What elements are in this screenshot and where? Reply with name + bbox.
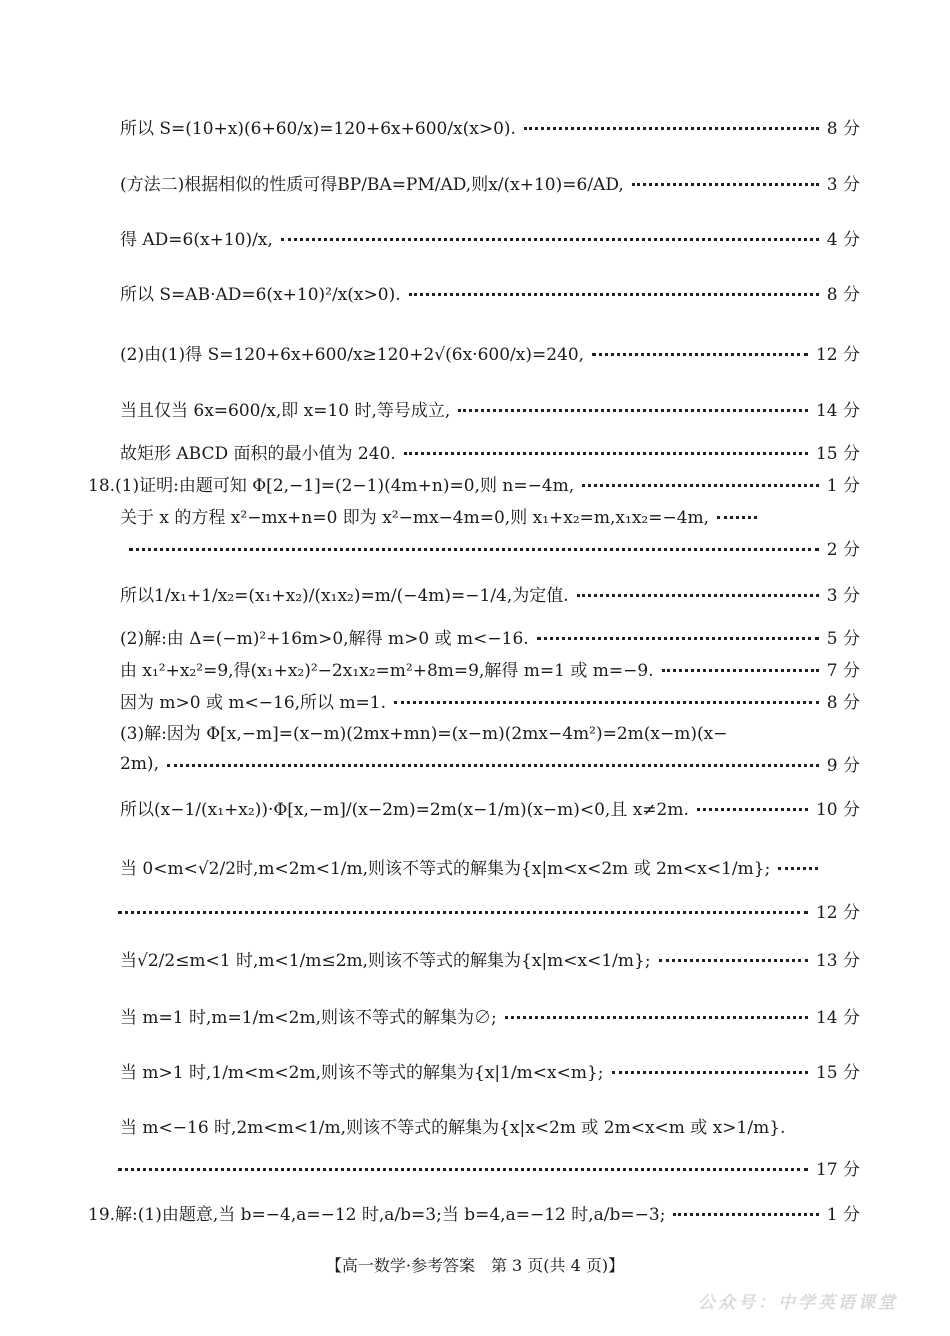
line-text: (2)解:由 Δ=(−m)²+16m>0,解得 m>0 或 m<−16. — [120, 629, 529, 649]
answer-line — [120, 751, 860, 776]
line-text: 所以 S=AB·AD=6(x+10)²/x(x>0). — [120, 285, 401, 305]
answer-line — [120, 114, 860, 139]
dot-leader — [394, 701, 819, 704]
score-points: 8 分 — [826, 119, 860, 139]
score-points: 8 分 — [826, 285, 860, 305]
line-text: 19.解:(1)由题意,当 b=−4,a=−12 时,a/b=3;当 b=4,a=−12 时,a/b=−3; — [88, 1205, 666, 1225]
answer-line — [88, 471, 860, 496]
answer-line — [120, 503, 860, 528]
line-text: 18.(1)证明:由题可知 Φ[2,−1]=(2−1)(4m+n)=0,则 n=−4m, — [88, 476, 575, 496]
answer-line — [120, 225, 860, 250]
dot-leader — [524, 127, 819, 130]
answer-line — [120, 1113, 860, 1138]
dot-leader — [505, 1016, 808, 1019]
answer-line — [120, 688, 860, 713]
watermark: 公众号：中学英语课堂 — [698, 1293, 898, 1313]
answer-line — [120, 581, 860, 606]
answer-line — [120, 719, 860, 744]
answer-line — [120, 1058, 860, 1083]
answer-line — [120, 898, 860, 923]
score-points: 8 分 — [826, 693, 860, 713]
dot-leader — [129, 548, 819, 551]
dot-leader — [118, 1168, 808, 1171]
line-text: 当 0<m<√2/2时,m<2m<1/m,则该不等式的解集为{x|m<x<2m 或 2m<x<1/m}; — [120, 859, 771, 879]
score-points: 15 分 — [815, 1063, 860, 1083]
score-points: 7 分 — [826, 661, 860, 681]
dot-leader — [632, 183, 819, 186]
score-points: 12 分 — [815, 345, 860, 365]
line-text: 所以1/x₁+1/x₂=(x₁+x₂)/(x₁x₂)=m/(−4m)=−1/4,为定值. — [120, 586, 569, 606]
dot-leader — [662, 669, 819, 672]
line-text: 当√2/2≤m<1 时,m<1/m≤2m,则该不等式的解集为{x|m<x<1/m}; — [120, 951, 651, 971]
score-points: 10 分 — [815, 800, 860, 820]
dot-leader — [118, 911, 808, 914]
score-points: 3 分 — [826, 175, 860, 195]
score-points: 17 分 — [815, 1160, 860, 1180]
answer-line — [120, 1003, 860, 1028]
line-text: 故矩形 ABCD 面积的最小值为 240. — [120, 444, 396, 464]
answer-line — [120, 340, 860, 365]
dot-leader — [673, 1213, 818, 1216]
line-text: 关于 x 的方程 x²−mx+n=0 即为 x²−mx−4m=0,则 x₁+x₂=m,x₁x₂=−4m, — [120, 508, 710, 528]
answer-line — [120, 170, 860, 195]
dot-leader — [458, 409, 808, 412]
answer-line — [120, 1155, 860, 1180]
answer-line — [88, 1200, 860, 1225]
score-points: 14 分 — [815, 1008, 860, 1028]
dot-leader — [697, 808, 808, 811]
dot-leader — [582, 484, 819, 487]
answer-line — [120, 624, 860, 649]
score-points: 1 分 — [826, 1205, 860, 1225]
score-points: 3 分 — [826, 586, 860, 606]
dot-leader — [577, 594, 819, 597]
line-text: (3)解:因为 Φ[x,−m]=(x−m)(2mx+mn)=(x−m)(2mx−4m²)=2m(x−m)(x− — [120, 724, 728, 744]
score-points: 2 分 — [826, 540, 860, 560]
line-text: 所以(x−1/(x₁+x₂))·Φ[x,−m]/(x−2m)=2m(x−1/m)(x−m)<0,且 x≠2m. — [120, 800, 689, 820]
score-points: 1 分 — [826, 476, 860, 496]
score-points: 15 分 — [815, 444, 860, 464]
score-points: 4 分 — [826, 230, 860, 250]
page-footer: 【高一数学·参考答案 第 3 页(共 4 页)】 — [325, 1256, 625, 1275]
line-text: (方法二)根据相似的性质可得BP/BA=PM/AD,则x/(x+10)=6/AD, — [120, 175, 624, 195]
answer-line — [120, 280, 860, 305]
line-text: 当且仅当 6x=600/x,即 x=10 时,等号成立, — [120, 401, 451, 421]
answer-line — [120, 439, 860, 464]
dot-leader — [659, 959, 808, 962]
line-text: 所以 S=(10+x)(6+60/x)=120+6x+600/x(x>0). — [120, 119, 516, 139]
answer-line — [120, 656, 860, 681]
answer-line — [120, 396, 860, 421]
dot-leader — [281, 238, 819, 241]
score-points: 5 分 — [826, 629, 860, 649]
dot-leader — [612, 1071, 808, 1074]
line-text: 得 AD=6(x+10)/x, — [120, 230, 273, 250]
dot-leader — [167, 764, 819, 767]
score-points: 14 分 — [815, 401, 860, 421]
dot-leader — [592, 353, 808, 356]
line-text: 由 x₁²+x₂²=9,得(x₁+x₂)²−2x₁x₂=m²+8m=9,解得 m=1 或 m=−9. — [120, 661, 654, 681]
line-text: 当 m<−16 时,2m<m<1/m,则该不等式的解集为{x|x<2m 或 2m<x<m 或 x>1/m}. — [120, 1118, 786, 1138]
answer-line — [120, 535, 860, 560]
line-text: 当 m>1 时,1/m<m<2m,则该不等式的解集为{x|1/m<x<m}; — [120, 1063, 604, 1083]
answer-line — [120, 795, 860, 820]
dot-leader — [778, 867, 818, 870]
line-text: 当 m=1 时,m=1/m<2m,则该不等式的解集为∅; — [120, 1008, 497, 1028]
line-text: 因为 m>0 或 m<−16,所以 m=1. — [120, 693, 387, 713]
line-text: (2)由(1)得 S=120+6x+600/x≥120+2√(6x·600/x)=240, — [120, 345, 585, 365]
score-points: 12 分 — [815, 903, 860, 923]
line-text: 2m), — [120, 753, 159, 774]
score-points: 9 分 — [826, 756, 860, 776]
dot-leader — [537, 637, 819, 640]
dot-leader — [409, 293, 819, 296]
answer-line — [120, 854, 860, 879]
dot-leader — [717, 516, 757, 519]
answer-line — [120, 946, 860, 971]
dot-leader — [404, 452, 808, 455]
score-points: 13 分 — [815, 951, 860, 971]
